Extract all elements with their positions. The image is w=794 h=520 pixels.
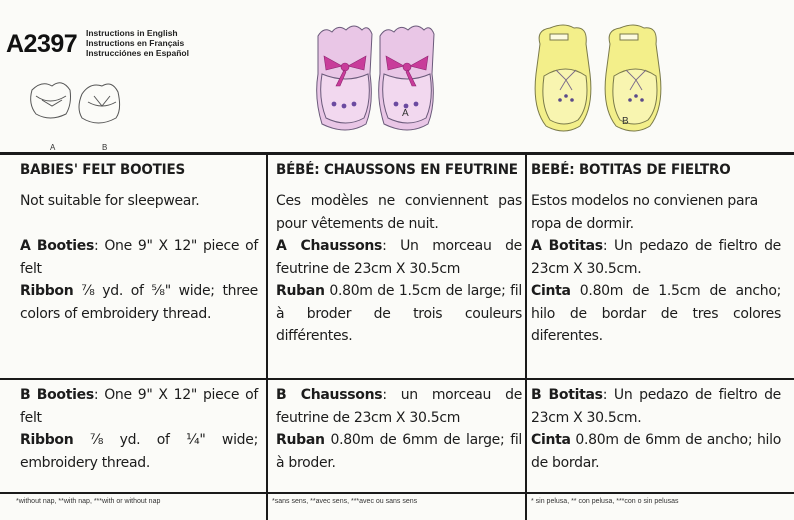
view-b-requirements: B Botitas: Un pedazo de fieltro de 23cm X 30.5cm. (531, 387, 781, 426)
view-a-requirements: A Chaussons: Un morceau de feutrine de 23cm X 30.5cm (276, 238, 522, 277)
nap-footnote-english: *without nap, **with nap, ***with or without nap (16, 498, 161, 505)
language-list (86, 28, 189, 58)
sleepwear-note: Ces modèles ne conviennent pas pour vêtements de nuit. (276, 193, 522, 232)
envelope-header (0, 0, 794, 152)
view-a-requirements: A Botitas: Un pedazo de fieltro de 23cm X 30.5cm. (531, 238, 782, 277)
column-french (276, 162, 523, 471)
view-a-illustration (300, 14, 440, 144)
pattern-number: A2397 (6, 30, 78, 58)
column-english (20, 162, 258, 471)
nap-footnote-spanish: * sin pelusa, ** con pelusa, ***con o sin pelusas (531, 498, 679, 505)
view-a-requirements: A Booties: One 9" X 12" piece of felt (20, 238, 258, 277)
column-spanish (531, 162, 782, 471)
instructions-table (0, 152, 794, 520)
row-separator (0, 378, 266, 380)
view-b-letter: B (622, 116, 629, 127)
row-separator (0, 492, 794, 494)
table-top-rule (0, 152, 794, 155)
thumb-letter-b: B (102, 143, 108, 152)
column-title: BÉBÉ: CHAUSSONS EN FEUTRINE (276, 162, 518, 178)
thumb-letter-a: A (50, 143, 56, 152)
sleepwear-note: Not suitable for sleepwear. (20, 193, 200, 209)
view-a-ribbon: Cinta 0.80m de 1.5cm de ancho; hilo de bordar de tres colores diferentes. (531, 283, 781, 344)
column-title: BEBÉ: BOTITAS DE FIELTRO (531, 162, 731, 178)
row-separator (525, 378, 794, 380)
language-french: Instructions en Français (86, 38, 185, 48)
language-spanish: Instrucciónes en Español (86, 48, 189, 58)
column-divider (525, 152, 527, 520)
language-english: Instructions in English (86, 28, 178, 38)
line-art-thumbnail (22, 66, 142, 156)
view-b-ribbon: Ruban 0.80m de 6mm de large; fil à broder. (276, 432, 522, 471)
sleepwear-note: Estos modelos no convienen para ropa de dormir. (531, 193, 758, 232)
column-divider (266, 152, 268, 520)
row-separator (266, 378, 525, 380)
nap-footnote-french: *sans sens, **avec sens, ***avec ou sans sens (272, 498, 418, 505)
view-b-ribbon: Cinta 0.80m de 6mm de ancho; hilo de bordar. (531, 432, 781, 471)
view-b-requirements: B Booties: One 9" X 12" piece of felt (20, 387, 258, 426)
view-b-ribbon: Ribbon ⅞ yd. of ¼" wide; embroidery thread. (20, 432, 258, 471)
view-b-requirements: B Chaussons: un morceau de feutrine de 23cm X 30.5cm (276, 387, 523, 426)
view-b-illustration (520, 14, 670, 144)
view-a-letter: A (402, 108, 409, 119)
view-a-ribbon: Ruban 0.80m de 1.5cm de large; fil à broder de trois couleurs différentes. (276, 283, 522, 344)
view-a-ribbon: Ribbon ⅞ yd. of ⅝" wide; three colors of embroidery thread. (20, 283, 258, 322)
column-title: BABIES' FELT BOOTIES (20, 162, 186, 178)
